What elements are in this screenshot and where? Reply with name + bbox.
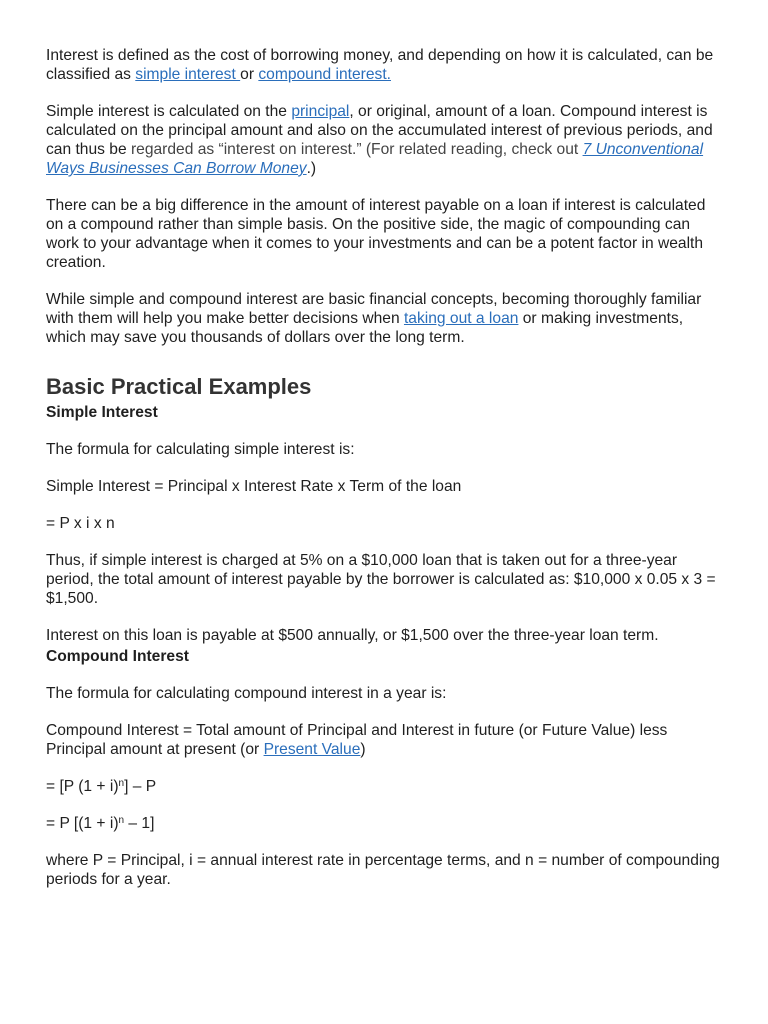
text-run: Compound Interest = Total amount of Principal and Interest in future (or Future Value) less Principal amount at present (or: [46, 722, 668, 758]
text-run: ] – P: [124, 778, 157, 795]
simple-interest-section: [46, 440, 722, 645]
link-simple-interest[interactable]: simple interest: [135, 66, 241, 83]
link-taking-out-a-loan[interactable]: taking out a loan: [403, 310, 519, 327]
simple-interest-subheading: Simple Interest: [46, 404, 158, 421]
text-run: Interest on this loan is payable at $500 annually, or $1,500 over the three-year loan term.: [46, 627, 659, 644]
paragraph: [46, 477, 722, 496]
paragraph: [46, 626, 722, 645]
text-run: = P [(1 + i): [46, 815, 119, 832]
paragraph: [46, 851, 722, 889]
text-run: regarded as “interest on interest.” (For related reading, check out: [130, 141, 583, 158]
compound-interest-section: [46, 684, 722, 889]
paragraph: [46, 440, 722, 459]
text-run: or making investments, which may save you thousands of dollars over the long term.: [46, 310, 684, 346]
paragraph: [46, 684, 722, 703]
text-run: .): [306, 160, 317, 177]
text-run: ): [360, 741, 366, 758]
superscript: n: [118, 778, 125, 789]
text-run: where P = Principal, i = annual interest rate in percentage terms, and n = number of compounding periods for a year.: [46, 852, 720, 888]
text-run: There can be a big difference in the amount of interest payable on a loan if interest is calculated on a compound rather than simple basis. On the positive side, the magic of compounding can work to your advantage when it comes to your investments and can be a potent factor in wealth creation.: [46, 197, 706, 271]
text-run: Simple interest is calculated on the: [46, 103, 292, 120]
text-run: Simple Interest = Principal x Interest Rate x Term of the loan: [46, 478, 462, 495]
text-run: or: [240, 66, 259, 83]
text-run: = P x i x n: [46, 515, 115, 532]
paragraph: [46, 814, 722, 833]
link-7-unconventional-ways[interactable]: 7 Unconventional Ways Businesses Can Borrow Money: [46, 141, 704, 177]
text-run: , or original, amount of a loan. Compound interest is calculated on the principal amount and also on the accumulated interest of previous periods, and can thus be: [46, 103, 713, 158]
superscript: n: [118, 815, 125, 826]
paragraph: [46, 777, 722, 796]
link-present-value[interactable]: Present Value: [263, 741, 361, 758]
text-run: While simple and compound interest are basic financial concepts, becoming thoroughly familiar with them will help you make better decisions when: [46, 291, 702, 327]
intro-section: [46, 46, 722, 347]
text-run: Thus, if simple interest is charged at 5% on a $10,000 loan that is taken out for a three-year period, the total amount of interest payable by the borrower is calculated as: $10,000 x 0.05 x 3 = $1,500.: [46, 552, 716, 607]
paragraph: [46, 102, 722, 178]
text-run: – 1]: [124, 815, 155, 832]
paragraph: [46, 196, 722, 272]
text-run: Interest is defined as the cost of borrowing money, and depending on how it is calculated, can be classified as: [46, 47, 714, 83]
link-principal[interactable]: principal: [291, 103, 350, 120]
link-compound-interest[interactable]: compound interest.: [258, 66, 391, 83]
paragraph: [46, 514, 722, 533]
text-run: The formula for calculating simple interest is:: [46, 441, 355, 458]
text-run: = [P (1 + i): [46, 778, 119, 795]
paragraph: [46, 290, 722, 347]
section-heading: Basic Practical Examples: [46, 374, 312, 399]
paragraph: [46, 551, 722, 608]
compound-interest-subheading: Compound Interest: [46, 648, 189, 665]
paragraph: [46, 721, 722, 759]
paragraph: [46, 46, 722, 84]
text-run: The formula for calculating compound interest in a year is:: [46, 685, 447, 702]
